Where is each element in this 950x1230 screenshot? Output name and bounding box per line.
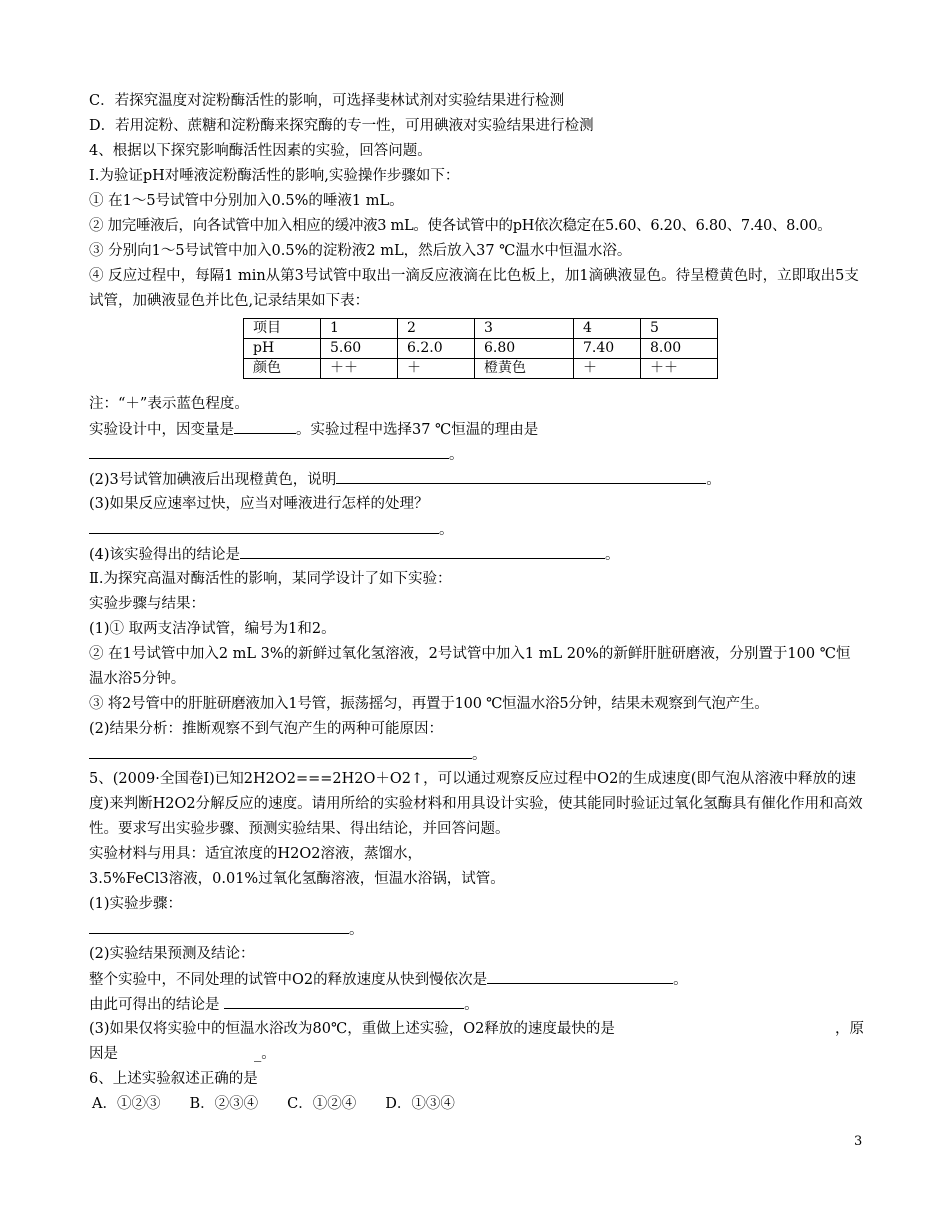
materials-2: 3.5%FeCl3溶液，0.01%过氧化氢酶溶液，恒温水浴锅，试管。 bbox=[89, 871, 505, 887]
question-4: 4、根据以下探究影响酶活性因素的实验，回答问题。 bbox=[89, 143, 432, 159]
table-header-cell: 项目 bbox=[244, 319, 321, 339]
step-2: ② 加完唾液后，向各试管中加入相应的缓冲液3 mL。使各试管中的pH依次稳定在5.60、6.20、6.80、7.40、8.00。 bbox=[89, 218, 832, 234]
question-2: (2)3号试管加碘液后出现橙黄色，说明 。 bbox=[89, 467, 864, 492]
step-t2: ② 在1号试管中加入2 mL 3%的新鲜过氧化氢溶液，2号试管中加入1 mL 20%的新鲜肝脏研磨液，分别置于100 ℃恒温水浴5分钟。 bbox=[89, 646, 851, 687]
table-header-cell: 2 bbox=[398, 319, 475, 339]
table-header-cell: 5 bbox=[641, 319, 718, 339]
table-row bbox=[244, 339, 718, 359]
table-cell: ＋＋ bbox=[321, 359, 398, 379]
question-3: (3)如果反应速率过快，应当对唾液进行怎样的处理？ bbox=[89, 496, 429, 512]
answer-blank[interactable] bbox=[336, 467, 706, 484]
table-cell: 5.60 bbox=[321, 339, 398, 359]
answer-blank[interactable] bbox=[89, 742, 472, 759]
part-1-title: Ⅰ.为验证pH对唾液淀粉酶活性的影响,实验操作步骤如下： bbox=[89, 168, 460, 184]
steps-title: 实验步骤与结果： bbox=[89, 596, 205, 612]
table-header-cell: 4 bbox=[574, 319, 641, 339]
option-c: C．若探究温度对淀粉酶活性的影响，可选择斐林试剂对实验结果进行检测 bbox=[89, 93, 565, 109]
answer-blank[interactable] bbox=[487, 967, 673, 984]
step-t4-answer: 。 bbox=[89, 742, 864, 767]
table-cell: 6.2.0 bbox=[398, 339, 475, 359]
answer-blank[interactable] bbox=[240, 542, 605, 559]
table-cell: ＋ bbox=[574, 359, 641, 379]
answer-blank[interactable] bbox=[89, 442, 449, 459]
answer-blank[interactable] bbox=[234, 417, 296, 434]
table-header-cell: 3 bbox=[475, 319, 574, 339]
step-3: ③ 分别向1～5号试管中加入0.5%的淀粉液2 mL，然后放入37 ℃温水中恒温水浴。 bbox=[89, 243, 632, 259]
table-cell: 7.40 bbox=[574, 339, 641, 359]
table-cell: 橙黄色 bbox=[475, 359, 574, 379]
answer-blank[interactable] bbox=[89, 517, 439, 534]
table-cell: 8.00 bbox=[641, 339, 718, 359]
table-row bbox=[244, 359, 718, 379]
table-cell: ＋ bbox=[398, 359, 475, 379]
question-5: 5、(2009·全国卷Ⅰ)已知2H2O2===2H2O＋O2↑，可以通过观察反应过程中O2的生成速度(即气泡从溶液中释放的速度)来判断H2O2分解反应的速度。请用所给的实验材料和用具设计实验，使其能同时验证过氧化氢酶具有催化作用和高效性。要求写出实验步骤、预测实验结果、得出结论，并回答问题。 bbox=[89, 771, 863, 837]
step-t3: ③ 将2号管中的肝脏研磨液加入1号管，振荡摇匀，再置于100 ℃恒温水浴5分钟，结果未观察到气泡产生。 bbox=[89, 696, 769, 712]
step-1: ① 在1～5号试管中分别加入0.5%的唾液1 mL。 bbox=[89, 193, 404, 209]
materials-1: 实验材料与用具：适宜浓度的H2O2溶液，蒸馏水， bbox=[89, 846, 422, 862]
r1: (1)实验步骤： bbox=[89, 896, 183, 912]
question-1-answer: 。 bbox=[89, 442, 864, 467]
r3: 整个实验中，不同处理的试管中O2的释放速度从快到慢依次是 。 bbox=[89, 967, 864, 992]
r5: (3)如果仅将实验中的恒温水浴改为80℃，重做上述实验，O2释放的速度最快的是 ，原 bbox=[89, 1021, 864, 1037]
table-cell: pH bbox=[244, 339, 321, 359]
table-cell: 颜色 bbox=[244, 359, 321, 379]
table-header-cell: 1 bbox=[321, 319, 398, 339]
answer-blank[interactable] bbox=[89, 917, 349, 934]
note: 注：“＋”表示蓝色程度。 bbox=[89, 396, 249, 412]
question-4b: (4)该实验得出的结论是 。 bbox=[89, 542, 864, 567]
option-d: D．若用淀粉、蔗糖和淀粉酶来探究酶的专一性，可用碘液对实验结果进行检测 bbox=[89, 118, 594, 134]
question-3-answer: 。 bbox=[89, 517, 864, 542]
page-content bbox=[89, 89, 864, 1117]
question-1: 实验设计中，因变量是 。实验过程中选择37 ℃恒温的理由是 bbox=[89, 417, 864, 442]
r6: 因是 _。 bbox=[89, 1046, 276, 1062]
page-number: 3 bbox=[854, 1134, 863, 1149]
step-t1: (1)① 取两支洁净试管，编号为1和2。 bbox=[89, 621, 336, 637]
answer-blank[interactable] bbox=[224, 992, 464, 1009]
results-table bbox=[243, 318, 718, 379]
r4: 由此可得出的结论是 。 bbox=[89, 992, 864, 1017]
r2: (2)实验结果预测及结论： bbox=[89, 946, 255, 962]
r1-answer: 。 bbox=[89, 917, 864, 942]
part-2-title: Ⅱ.为探究高温对酶活性的影响，某同学设计了如下实验： bbox=[89, 571, 452, 587]
step-t4: (2)结果分析：推断观察不到气泡产生的两种可能原因： bbox=[89, 721, 444, 737]
table-cell: 6.80 bbox=[475, 339, 574, 359]
table-header-row bbox=[244, 319, 718, 339]
step-4: ④ 反应过程中，每隔1 min从第3号试管中取出一滴反应液滴在比色板上，加1滴碘液显色。待呈橙黄色时，立即取出5支试管，加碘液显色并比色,记录结果如下表： bbox=[89, 268, 859, 309]
table-cell: ＋＋ bbox=[641, 359, 718, 379]
question-6: 6、上述实验叙述正确的是 bbox=[89, 1071, 258, 1087]
question-6-options: A．①②③ B．②③④ C．①②④ D．①③④ bbox=[92, 1096, 455, 1112]
